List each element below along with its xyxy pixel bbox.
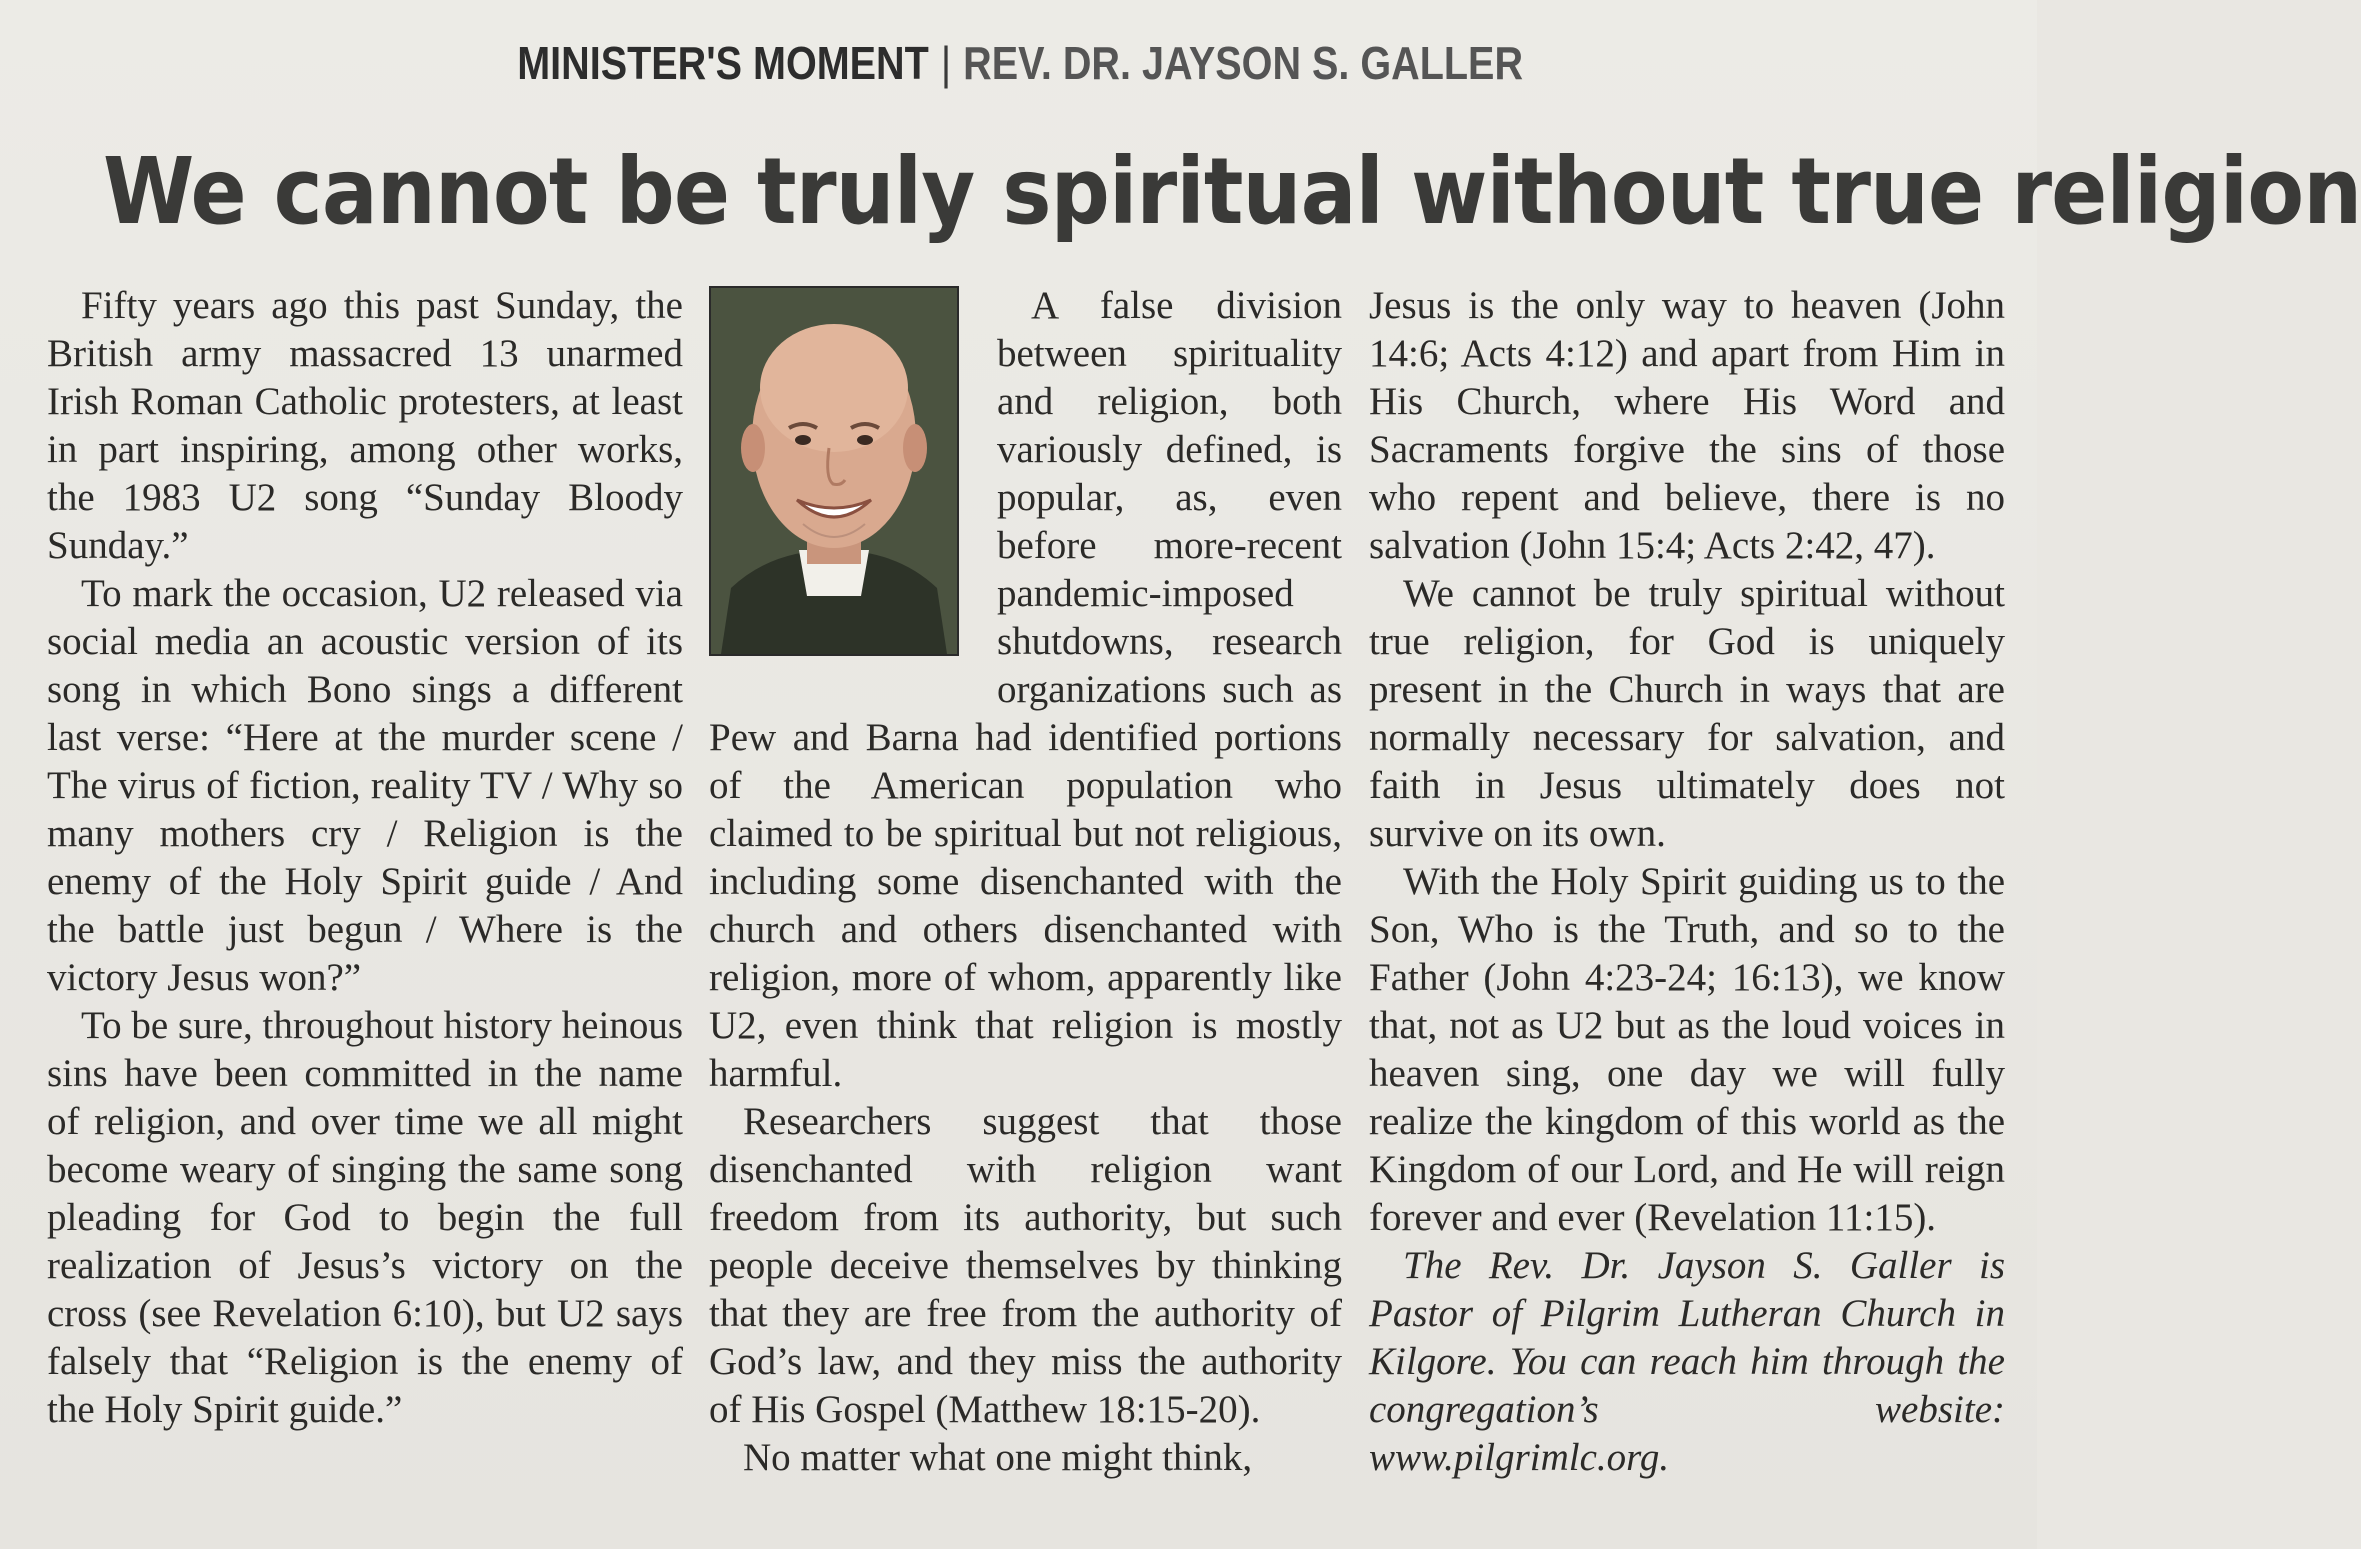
paragraph: With the Holy Spirit guiding us to the Son, Who is the Truth, and so to the Father (John 4:23-24; 16:13), we know that, not as U2 but as the loud voices in heaven sing, one day we will fully realize the kingdom of this world as the Kingdom of our Lord, and He will reign forever and ever (Revelation 11:15). — [1369, 860, 2005, 1239]
column-name: MINISTER'S MOMENT — [517, 37, 929, 89]
photo-spacer — [709, 282, 997, 677]
paragraph: No matter what one might think, — [743, 1436, 1253, 1479]
paragraph: Jesus is the only way to heaven (John 14:6; Acts 4:12) and apart from Him in His Church, where His Word and Sacraments forgive the sins of those who repent and believe, there is no salvation (John 15:4; Acts 2:42, 47). — [1369, 284, 2005, 567]
article-column-3 — [1369, 282, 2005, 1482]
kicker-separator: | — [940, 37, 952, 89]
paragraph: We cannot be truly spiritual without true religion, for God is uniquely present in the Church in ways that are normally necessary for salvation, and faith in Jesus ultimately does not survive on its own. — [1369, 572, 2005, 855]
article-column-1 — [47, 282, 683, 1434]
paragraph: Researchers suggest that those disenchanted with religion want freedom from its authority, but such people deceive themselves by thinking that they are free from the authority of God’s law, and they miss the authority of His Gospel (Matthew 18:15-20). — [709, 1100, 1342, 1431]
author-byline: REV. DR. JAYSON S. GALLER — [963, 37, 1524, 89]
paragraph: To mark the occasion, U2 released via social media an acoustic version of its song in which Bono sings a different last verse: “Here at the murder scene / The virus of fiction, reality TV / Why so many mothers cry / Religion is the enemy of the Holy Spirit guide / And the battle just begun / Where is the victory Jesus won?” — [47, 572, 683, 999]
column-kicker — [144, 36, 1896, 90]
paragraph: To be sure, throughout history heinous sins have been committed in the name of religion, and over time we all might become weary of singing the same song pleading for God to begin the full realization of Jesus’s victory on the cross (see Revelation 6:10), but U2 says falsely that “Religion is the enemy of the Holy Spirit guide.” — [47, 1004, 683, 1431]
paragraph: Fifty years ago this past Sunday, the British army massacred 13 unarmed Irish Roman Catholic protesters, at least in part inspiring, among other works, the 1983 U2 song “Sunday Bloody Sunday.” — [47, 284, 683, 567]
author-bio: The Rev. Dr. Jayson S. Galler is Pastor of Pilgrim Lutheran Church in Kilgore. You can reach him through the congregation’s website: www.pilgrimlc.org. — [1369, 1244, 2005, 1479]
article-column-2 — [709, 282, 1342, 1482]
paragraph: A false division between spirituality and religion, both variously defined, is popular, as, even before more-recent pandemic-imposed shutdowns, research organizations such as Pew and Barna had identified portions of the American population who claimed to be spiritual but not religious, including some disenchanted with the church and others disenchanted with religion, more of whom, apparently like U2, even think that religion is mostly harmful. — [709, 284, 1342, 1095]
article-headline: We cannot be truly spiritual without true religion — [103, 138, 2361, 245]
